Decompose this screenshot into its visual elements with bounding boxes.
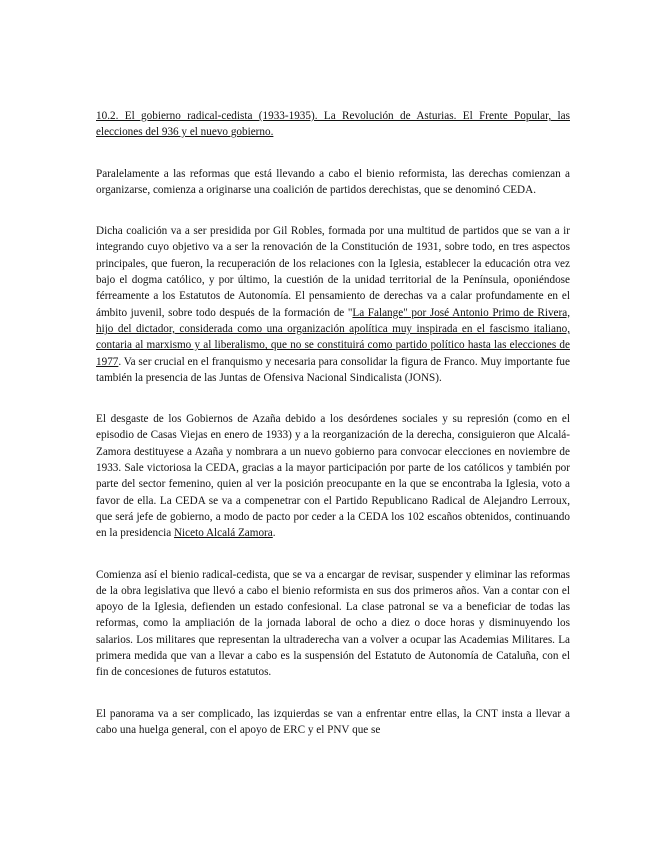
falange-link[interactable]: La Falange	[352, 306, 404, 319]
section-heading: 10.2. El gobierno radical-cedista (1933-1935). La Revolución de Asturias. El Frente Popular, las elecciones del 936 y el nuevo gobierno.	[96, 110, 570, 139]
paragraph-text: El desgaste de los Gobiernos de Azaña debido a los desórdenes sociales y su represión (como en el episodio de Casas Viejas en enero de 1933) y a la reorganización de la derecha, consiguieron que Alcalá-Zamora destituyese a Azaña y nombrara a un nuevo gobierno para convocar elecciones en noviembre de 1933. Sale victoriosa la CEDA, gracias a la mayor participación por parte de los católicos y también por parte del sector femenino, quien al ver la posición preocupante en la que se encontraba la Iglesia, voto a favor de ella. La CEDA se va a compenetrar con el Partido Republicano Radical de Alejandro Lerroux, que será jefe de gobierno, a modo de pacto por ceder a la CEDA los 102 escaños obtenidos, continuando en la presidencia	[96, 413, 570, 540]
paragraph-azana-decline	[96, 411, 570, 541]
niceto-alcala-zamora-link[interactable]: Niceto Alcalá Zamora	[173, 527, 273, 540]
falange-underlined-text: " por José Antonio Primo de Rivera, hijo del dictador, considerada como una organización apolítica muy inspirada en el fascismo italiano, contaria al marxismo y al liberalismo, que no se constituirá como partido político hasta las elecciones de 1977	[96, 306, 571, 368]
paragraph-ceda-coalition	[96, 223, 570, 386]
paragraph-text: Dicha coalición va a ser presidida por Gil Robles, formada por una multitud de partidos que se van a ir integrando cuyo objetivo va a ser la renovación de la Constitución de 1931, sobre todo, en tres aspectos principales, que fueron, la recuperación de los relaciones con la Iglesia, establecer la educación otra vez bajo el dogma católico, y por último, la cuestión de la unidad territorial de la Península, oponiéndose férreamente a los Estatutos de Autonomía. El pensamiento de derechas va a calar profundamente en el ámbito juvenil, sobre todo después de la formación de "	[96, 225, 570, 319]
paragraph-ceda-origin: Paralelamente a las reformas que está llevando a cabo el bienio reformista, las derechas comienzan a organizarse, comienza a originarse una coalición de partidos derechistas, que se denominó CEDA.	[96, 167, 570, 196]
paragraph-panorama: El panorama va a ser complicado, las izquierdas se van a enfrentar entre ellas, la CNT insta a llevar a cabo una huelga general, con el apoyo de ERC y el PNV que se	[96, 707, 570, 736]
document-page	[96, 108, 570, 763]
paragraph-text: .	[272, 527, 276, 540]
paragraph-bienio-radical-cedista: Comienza así el bienio radical-cedista, que se va a encargar de revisar, suspender y eliminar las reformas de la obra legislativa que llevó a cabo el bienio reformista en sus dos primeros años. Van a contar con el apoyo de la Iglesia, defienden un estado confesional. La clase patronal se va a beneficiar de todas las reformas, como la ampliación de la jornada laboral de ocho a diez o doce horas y disminuyendo los salarios. Los militares que representan la ultraderecha van a volver a ocupar las Academias Militares. La primera medida que van a llevar a cabo es la suspensión del Estatuto de Autonomía de Cataluña, con el fin de concesiones de futuros estatutos.	[96, 568, 570, 679]
paragraph-text: . Va ser crucial en el franquismo y necesaria para consolidar la figura de Franco. Muy importante fue también la presencia de las Juntas de Ofensiva Nacional Sindicalista (JONS).	[96, 355, 570, 384]
